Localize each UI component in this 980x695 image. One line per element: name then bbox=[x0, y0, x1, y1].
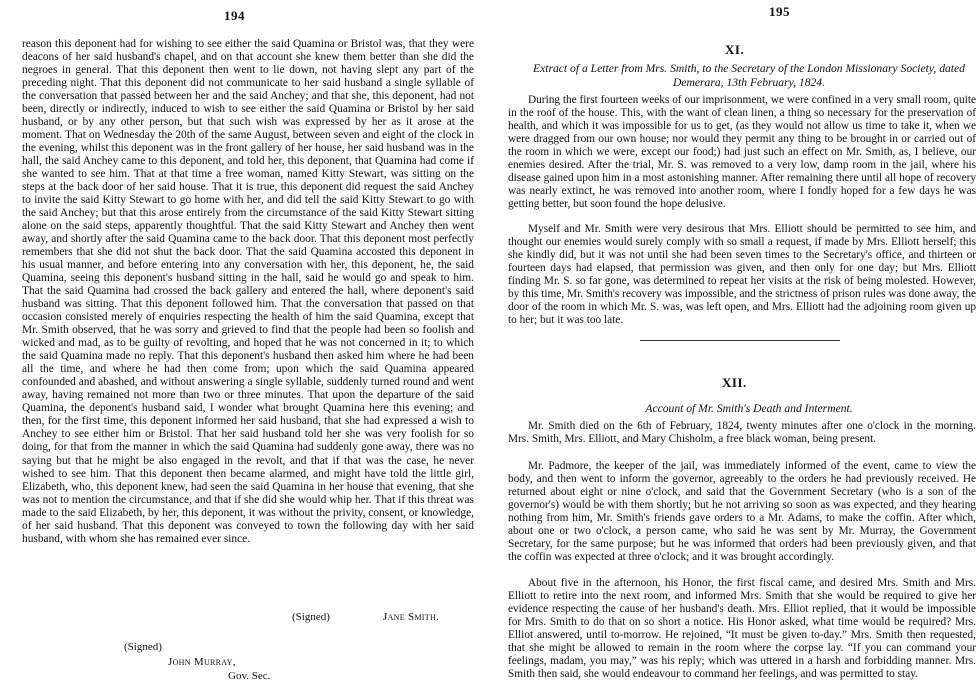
section-xii-paragraph-3: About five in the afternoon, his Honor, the first fiscal came, and desired Mrs. Smith and Mrs. Elliott to retire into the next room, and informed Mrs. Smith that she would be required to give her evidence respecting the cause of her husband's death. Mrs. Elliot replied, that it would be impossible for Mrs. Smith to do that on so short a notice. His Honor asked, what time would be required? Mrs. Elliot answered, until to-morrow. He rejoined, “It must be given to-day.” Mrs. Smith then requested, that she might be allowed to remain in the room where the corpse lay. “If you can command your feelings, madam, you may,” was his reply; which was uttered in a harsh and forbidding manner. Mrs. Smith then said, she would endeavour to command her feelings, and was permitted to stay. bbox=[508, 577, 976, 681]
section-xii-paragraph-1: Mr. Smith died on the 6th of February, 1824, twenty minutes after one o'clock in the morning. Mrs. Smith, Mrs. Elliott, and Mary Chisholm, a free black woman, being present. bbox=[508, 420, 976, 446]
section-xi-paragraph-2: Myself and Mr. Smith were very desirous that Mrs. Elliott should be permitted to see him, and thought our enemies would surely comply with so small a request, if made by Mrs. Elliott herself; this she kindly did, but it was not until she had been seven times to the Secretary's office, and thirteen or fourteen days had elapsed, that permission was given, and then only for one day; but Mrs. Elliott finding Mr. S. so far gone, was determined to repeat her visits at the risk of being molested. However, by this time, Mr. Smith's recovery was impossible, and the strictness of prison rules was done away, the door of the room in which Mr. S. was, was left open, and Mrs. Elliott had the adjoining room given up to her; but it was too late. bbox=[508, 223, 976, 327]
signer-jane-smith: Jane Smith. bbox=[383, 611, 440, 623]
page-number-right: 195 bbox=[769, 4, 790, 19]
deposition-text: reason this deponent had for wishing to see either the said Quamina or Bristol was, that they were deacons of her said husband's chapel, and on that account she knew them better than she did the negroes in general. That this deponent then went to lie down, not having slept any part of the preceding night. That this deponent did not communicate to her said husband a single syllable of the conversation that passed between her and the said Anchey; and that she, this deponent, had not been, directly or indirectly, induced to wish to see either the said Quamina or Bristol by her said husband, or by any other person, but that such wish was expressed by her as it arose at the moment. That on Wednesday the 20th of the same August, between seven and eight of the clock in the evening, whilst this deponent was in the front gallery of her house, her said husband was in the hall, the said Anchey came to this deponent, and told her, this deponent, that Quamina had come if she wanted to see him. That at that time a free woman, named Kitty Stewart, was sitting on the steps at the back door of her said house. That it is true, this deponent did request the said Anchey to invite the said Kitty Stewart to go home with her, and did tell the said Kitty Stewart to go with the said Anchey; but that this arose entirely from the circumstance of the said Kitty Stewart sitting alone on the said steps, apparently thoughtful. That the said Kitty Stewart and Anchey then went away, and shortly after the said Quamina came to the back door. That this deponent most perfectly remembers that she did not shut the back door. That the said Quamina accosted this deponent in his usual manner, and before entering into any conversation with her, this deponent, he, the said Quamina, seeing this deponent's husband sitting in the hall, said he would go and speak to him. That the said Quamina had crossed the back gallery and entered the hall, where deponent's said husband was sitting. That this deponent followed him. That the conversation that passed on that occasion consisted merely of enquiries respecting the health of him the said Quamina, except that Mr. Smith observed, that he was sorry and grieved to find that the people had been so foolish and wicked and mad, as to be guilty of revolting, and hoped that he was not concerned in it; to which the said Quamina made no reply. That this deponent's husband then asked him where he had been all the time, and where he had then come from; upon which the said Quamina appeared confounded and abashed, and without answering a single syllable, suddenly turned round and went away, having remained not more than two or three minutes. That upon the departure of the said Quamina, the deponent's husband said, I wonder what brought Quamina here this evening; and then, for the first time, this deponent informed her said husband, that she had expressed a wish to Anchey to see either him or Bristol. That her said husband told her she was very foolish for so doing, for that from the manner in which the said Quamina had suddenly gone away, there was no saying but that he might be also engaged in the revolt, and that if that was the case, he never wished to see him. That this deponent then became alarmed, and might have told the little girl, Elizabeth, who, this deponent knew, had seen the said Quamina in her house that evening, that she was not to mention the circumstance, and that if she did she would whip her. That if this threat was made to the said Elizabeth, by her, this deponent, it was without the privity, consent, or knowledge, of her said husband. That this deponent was conveyed to town the following day with her said husband, with whom she has remained ever since. bbox=[22, 38, 474, 545]
page-number-left: 194 bbox=[224, 8, 245, 23]
signed-label-2: (Signed) bbox=[124, 641, 162, 653]
signer-title: Gov. Sec. bbox=[228, 670, 271, 682]
section-xi-heading: Extract of a Letter from Mrs. Smith, to the Secretary of the London Missionary Society, dated Demerara, 13th February, 1824. bbox=[533, 62, 965, 89]
left-page bbox=[0, 0, 480, 695]
section-xi-number: XI. bbox=[725, 42, 745, 57]
section-xii-heading: Account of Mr. Smith's Death and Interment. bbox=[645, 402, 853, 415]
signer-john-murray: John Murray, bbox=[168, 656, 236, 668]
section-xii-paragraph-2: Mr. Padmore, the keeper of the jail, was immediately informed of the event, came to view the body, and then went to inform the governor, agreeably to the orders he had previously received. He returned about eight or nine o'clock, and said that the Government Secretary (who is a son of the governor's) would be with them shortly; but he not arriving so soon as was expected, and they hearing nothing from him, Mr. Smith's friends gave orders to a Mr. Adams, to make the coffin. After which, about one or two o'clock, a person came, who said he was sent by Mr. Murray, the Government Secretary, for the same purpose; but he was informed that orders had been previously given, and that the coffin was expected at three o'clock; and it was brought accordingly. bbox=[508, 460, 976, 564]
section-xii-number: XII. bbox=[722, 375, 747, 390]
section-divider bbox=[640, 340, 840, 341]
right-page bbox=[492, 0, 980, 695]
section-xi-paragraph-1: During the first fourteen weeks of our imprisonment, we were confined in a very small room, quite in the roof of the house. This, with the want of clean linen, a thing so necessary for the preservation of health, and which it was impossible for us to get, (as they would not allow us time to take it, when we were dragged from our own house; nor would they permit any thing to be brought in or carried out of the room in which we were, except our food;) had just such an effect on Mr. Smith, as, I believe, our enemies desired. After the trial, Mr. S. was removed to a very low, damp room in the jail, where his disease gained upon him in a most astonishing manner. After remaining there until all hope of recovery was nearly extinct, he was removed into another room, where I fondly hoped for a few days he was getting better, but soon found the hope delusive. bbox=[508, 94, 976, 211]
signed-label-1: (Signed) bbox=[292, 611, 330, 623]
